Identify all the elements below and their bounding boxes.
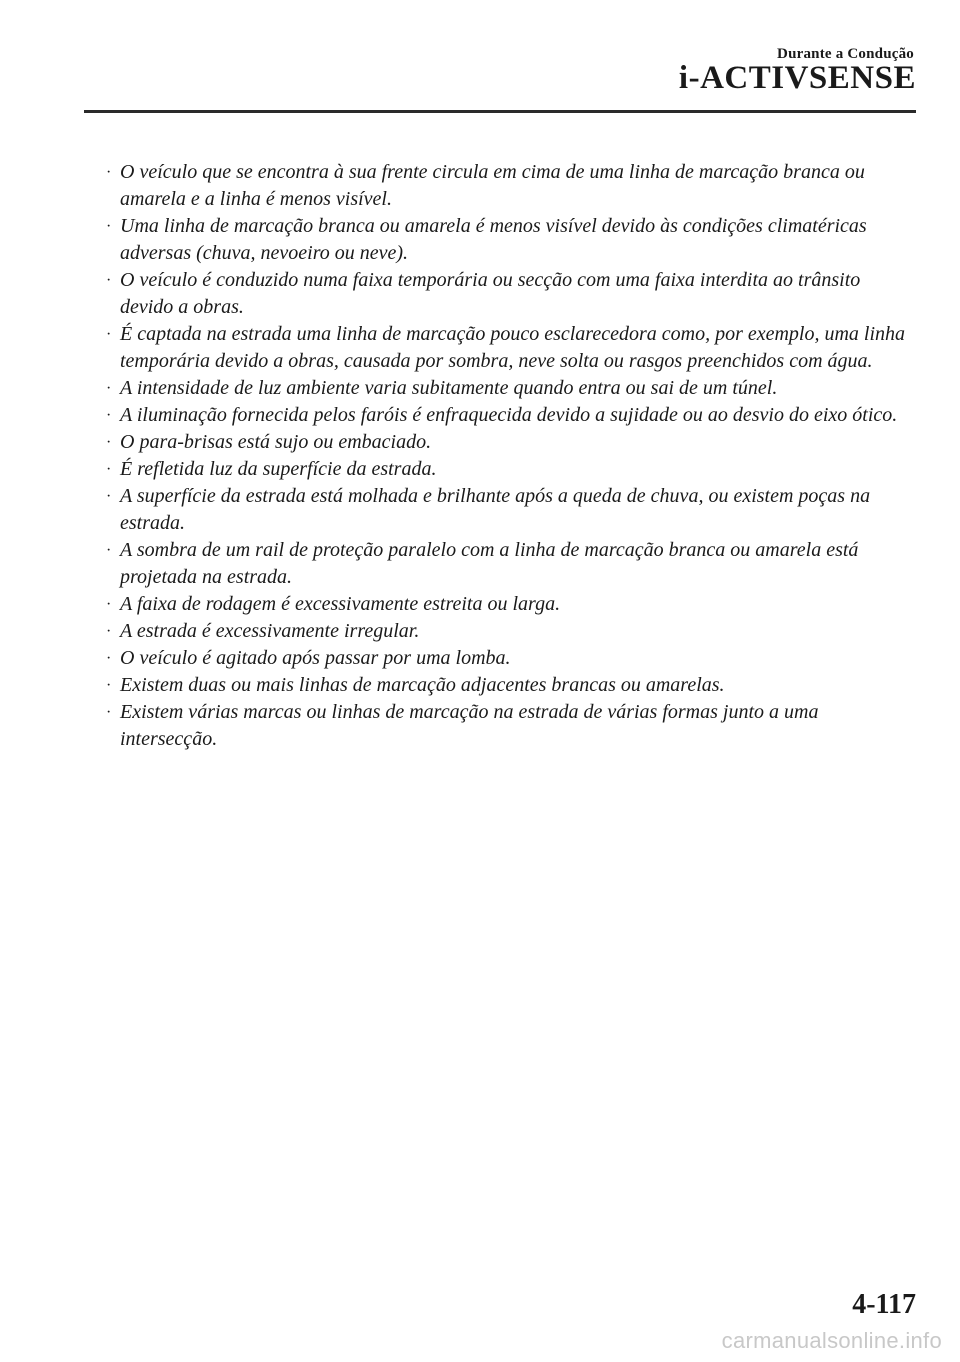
list-item	[106, 672, 916, 699]
page-title: i-ACTIVSENSE	[678, 60, 916, 96]
list-item	[106, 375, 916, 402]
list-item-text: A sombra de um rail de proteção paralelo com a linha de marcação branca ou amarela está projetada na estrada.	[120, 539, 859, 588]
list-item	[106, 591, 916, 618]
list-item-text: É captada na estrada uma linha de marcação pouco esclarecedora como, por exemplo, uma linha temporária devido a obras, causada por sombra, neve solta ou rasgos preenchidos com água.	[120, 323, 906, 372]
list-item	[106, 267, 916, 321]
bullet-icon: ·	[106, 542, 112, 559]
list-item-text: Existem várias marcas ou linhas de marcação na estrada de várias formas junto a uma intersecção.	[120, 701, 819, 750]
list-item-text: Uma linha de marcação branca ou amarela é menos visível devido às condições climatéricas adversas (chuva, nevoeiro ou neve).	[120, 215, 867, 264]
list-item	[106, 159, 916, 213]
bullet-icon: ·	[106, 704, 112, 721]
watermark: carmanualsonline.info	[721, 1328, 942, 1353]
bullet-icon: ·	[106, 434, 112, 451]
list-item	[106, 537, 916, 591]
list-item-text: A estrada é excessivamente irregular.	[120, 620, 420, 642]
list-item-text: A faixa de rodagem é excessivamente estreita ou larga.	[120, 593, 561, 615]
list-item	[106, 429, 916, 456]
list-item	[106, 645, 916, 672]
list-item	[106, 321, 916, 375]
list-item	[106, 402, 916, 429]
bullet-icon: ·	[106, 596, 112, 613]
list-item-text: O para-brisas está sujo ou embaciado.	[120, 431, 432, 453]
section-heading: Durante a Condução	[777, 46, 914, 62]
page-number: 4-117	[852, 1289, 916, 1320]
list-item-text: A iluminação fornecida pelos faróis é enfraquecida devido a sujidade ou ao desvio do eixo ótico.	[120, 404, 898, 426]
list-item	[106, 618, 916, 645]
list-item	[106, 699, 916, 753]
list-item-text: Existem duas ou mais linhas de marcação adjacentes brancas ou amarelas.	[120, 674, 725, 696]
bullet-icon: ·	[106, 380, 112, 397]
bullet-icon: ·	[106, 650, 112, 667]
list-item	[106, 213, 916, 267]
list-item-text: A intensidade de luz ambiente varia subitamente quando entra ou sai de um túnel.	[120, 377, 778, 399]
list-item	[106, 456, 916, 483]
bullet-icon: ·	[106, 488, 112, 505]
bullet-icon: ·	[106, 272, 112, 289]
list-item-text: É refletida luz da superfície da estrada.	[120, 458, 437, 480]
list-item-text: O veículo é agitado após passar por uma lomba.	[120, 647, 511, 669]
bullet-icon: ·	[106, 164, 112, 181]
list-item-text: O veículo que se encontra à sua frente circula em cima de uma linha de marcação branca ou amarela e a linha é menos visível.	[120, 161, 865, 210]
header-divider	[84, 110, 916, 113]
bullet-icon: ·	[106, 677, 112, 694]
bullet-icon: ·	[106, 326, 112, 343]
bullet-icon: ·	[106, 623, 112, 640]
bullet-icon: ·	[106, 461, 112, 478]
list-item-text: O veículo é conduzido numa faixa temporária ou secção com uma faixa interdita ao trânsito devido a obras.	[120, 269, 861, 318]
bullet-icon: ·	[106, 407, 112, 424]
condition-list	[106, 159, 916, 753]
list-item-text: A superfície da estrada está molhada e brilhante após a queda de chuva, ou existem poças na estrada.	[120, 485, 871, 534]
bullet-icon: ·	[106, 218, 112, 235]
list-item	[106, 483, 916, 537]
